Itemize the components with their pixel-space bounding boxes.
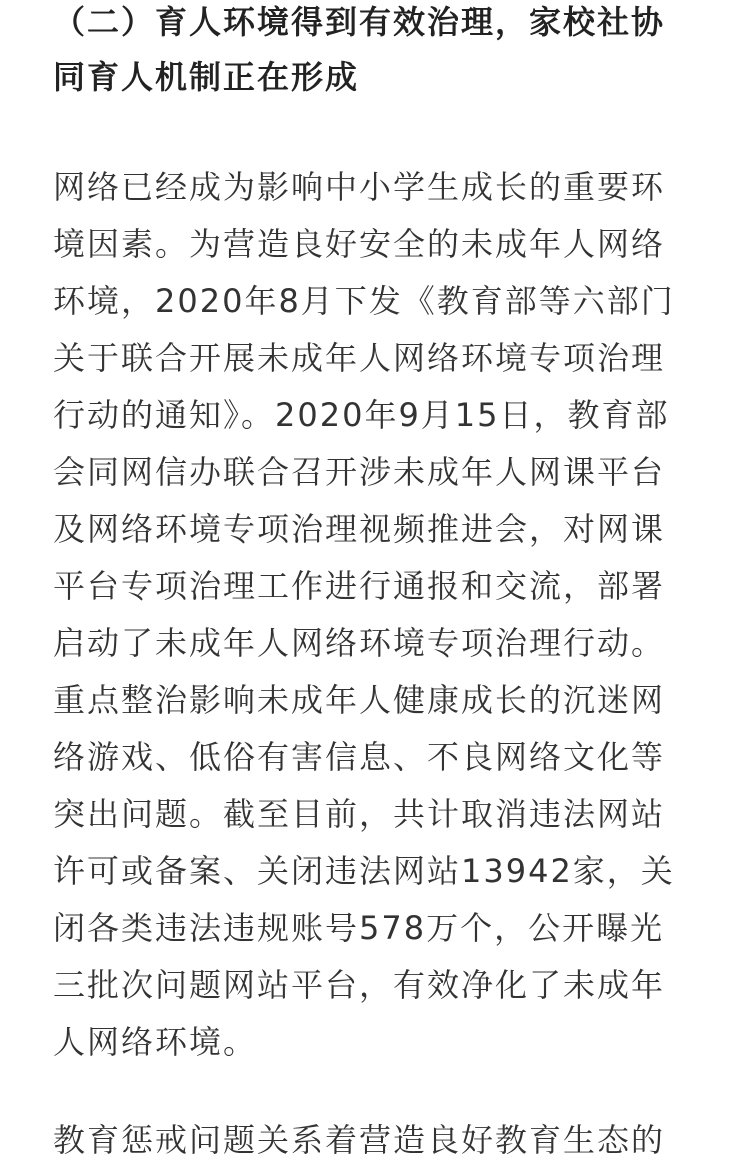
heading-line: （二）育人环境得到有效治理，家校社协 (53, 3, 666, 41)
paragraph-line: 及网络环境专项治理视频推进会，对网课 (53, 510, 666, 548)
paragraph-line: 络游戏、低俗有害信息、不良网络文化等 (53, 738, 666, 776)
paragraph-line: 会同网信办联合召开涉未成年人网课平台 (53, 453, 666, 491)
paragraph-line: 许可或备案、关闭违法网站13942家，关 (53, 852, 675, 890)
paragraph-line: 突出问题。截至目前，共计取消违法网站 (53, 795, 666, 833)
paragraph-line: 闭各类违法违规账号578万个，公开曝光 (53, 909, 665, 947)
paragraph-line: 境因素。为营造良好安全的未成年人网络 (53, 225, 666, 263)
paragraph-line: 三批次问题网站平台，有效净化了未成年 (53, 966, 666, 1004)
paragraph-line: 重点整治影响未成年人健康成长的沉迷网 (53, 681, 666, 719)
paragraph-line: 行动的通知》。2020年9月15日，教育部 (53, 396, 670, 434)
heading-line: 同育人机制正在形成 (53, 58, 360, 96)
paragraph-line: 启动了未成年人网络环境专项治理行动。 (53, 624, 666, 662)
paragraph-line: 网络已经成为影响中小学生成长的重要环 (53, 168, 666, 206)
paragraph-line: 教育惩戒问题关系着营造良好教育生态的 (53, 1121, 666, 1159)
paragraph-line: 环境，2020年8月下发《教育部等六部门 (53, 282, 675, 320)
paragraph-line: 平台专项治理工作进行通报和交流，部署 (53, 567, 666, 605)
paragraph-line: 人网络环境。 (53, 1023, 258, 1061)
paragraph-line: 关于联合开展未成年人网络环境专项治理 (53, 339, 666, 377)
